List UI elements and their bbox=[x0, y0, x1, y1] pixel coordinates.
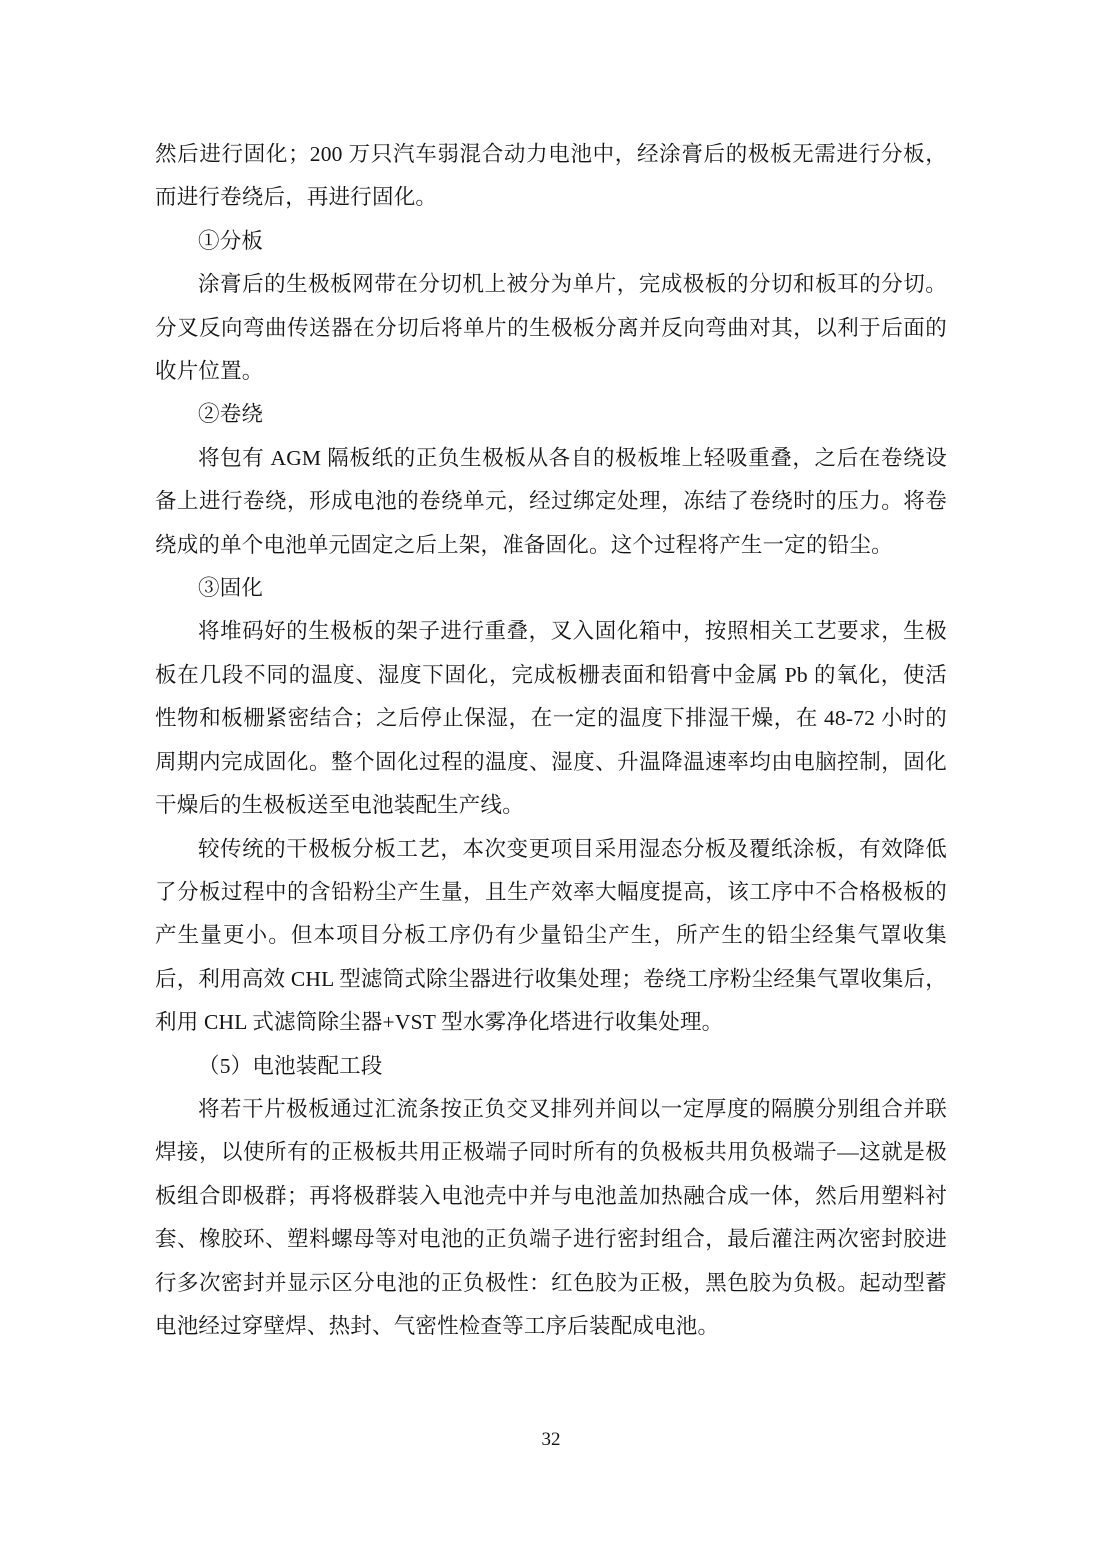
paragraph: 将包有 AGM 隔板纸的正负生极板从各自的极板堆上轻吸重叠，之后在卷绕设备上进行卷绕，形成电池的卷绕单元，经过绑定处理，冻结了卷绕时的压力。将卷绕成的单个电池单元固定之后上架，准备固化。这个过程将产生一定的铅尘。 bbox=[155, 445, 947, 557]
paragraph-heading-3: ③固化 bbox=[198, 576, 264, 601]
document-page bbox=[155, 133, 947, 1348]
page-footer bbox=[0, 1426, 1102, 1454]
paragraph-heading-section-5: （5）电池装配工段 bbox=[198, 1053, 383, 1078]
paragraph-heading-1: ①分板 bbox=[198, 228, 264, 253]
paragraph-heading-2: ②卷绕 bbox=[198, 402, 264, 427]
page-number: 32 bbox=[541, 1429, 561, 1450]
paragraph: 较传统的干极板分板工艺，本次变更项目采用湿态分板及覆纸涂板，有效降低了分板过程中的含铅粉尘产生量，且生产效率大幅度提高，该工序中不合格极板的产生量更小。但本项目分板工序仍有少量铅尘产生，所产生的铅尘经集气罩收集后，利用高效 CHL 型滤筒式除尘器进行收集处理；卷绕工序粉尘经集气罩收集后，利用 CHL 式滤筒除尘器+VST 型水雾净化塔进行收集处理。 bbox=[155, 836, 947, 1035]
paragraph: 将堆码好的生极板的架子进行重叠，叉入固化箱中，按照相关工艺要求，生极板在几段不同的温度、湿度下固化，完成板栅表面和铅膏中金属 Pb 的氧化，使活性物和板栅紧密结合；之后停止保湿，在一定的温度下排湿干燥，在 48-72 小时的周期内完成固化。整个固化过程的温度、湿度、升温降温速率均由电脑控制，固化干燥后的生极板送至电池装配生产线。 bbox=[155, 619, 947, 818]
paragraph: 涂膏后的生极板网带在分切机上被分为单片，完成极板的分切和板耳的分切。分叉反向弯曲传送器在分切后将单片的生极板分离并反向弯曲对其，以利于后面的收片位置。 bbox=[155, 272, 947, 384]
paragraph: 将若干片极板通过汇流条按正负交叉排列并间以一定厚度的隔膜分别组合并联焊接，以使所有的正极板共用正极端子同时所有的负极板共用负极端子—这就是极板组合即极群；再将极群装入电池壳中并与电池盖加热融合成一体，然后用塑料衬套、橡胶环、塑料螺母等对电池的正负端子进行密封组合，最后灌注两次密封胶进行多次密封并显示区分电池的正负极性：红色胶为正极，黑色胶为负极。起动型蓄电池经过穿壁焊、热封、气密性检查等工序后装配成电池。 bbox=[155, 1096, 947, 1338]
paragraph: 然后进行固化；200 万只汽车弱混合动力电池中，经涂膏后的极板无需进行分板，而进行卷绕后，再进行固化。 bbox=[155, 142, 947, 210]
